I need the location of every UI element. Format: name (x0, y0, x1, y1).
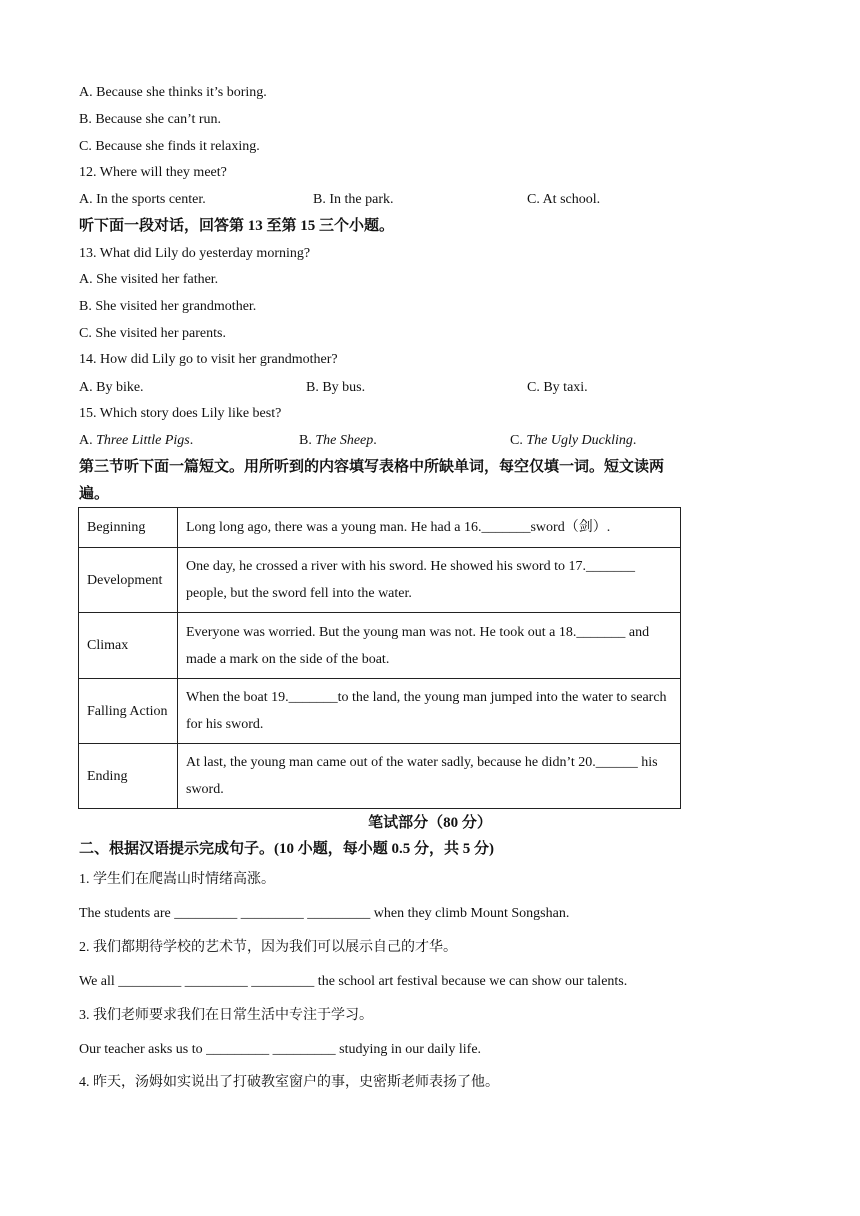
sentence-1-english: The students are _________ _________ _________ when they climb Mount Songshan. (79, 906, 570, 921)
q15-c-prefix: C. (510, 433, 527, 448)
table-row (79, 679, 681, 744)
q15-question: 15. Which story does Lily like best? (79, 406, 282, 421)
q11-option-b: B. Because she can’t run. (79, 112, 222, 127)
table-label-cell: Development (79, 548, 178, 613)
sentence-1-chinese: 1. 学生们在爬嵩山时情绪高涨。 (79, 872, 275, 887)
q11-option-c: C. Because she finds it relaxing. (79, 139, 260, 154)
sentence-4-chinese: 4. 昨天，汤姆如实说出了打破教室窗户的事，史密斯老师表扬了他。 (79, 1075, 499, 1090)
q15-option-a (79, 432, 193, 450)
table-label-cell: Ending (79, 744, 178, 809)
sentence-3-english: Our teacher asks us to _________ _________ studying in our daily life. (79, 1042, 482, 1057)
q13-option-c: C. She visited her parents. (79, 326, 226, 341)
q12-option-c: C. At school. (527, 192, 601, 207)
section3-instruction-line2: 遍。 (79, 486, 110, 502)
table-label-cell: Beginning (79, 508, 178, 548)
q12-option-b: B. In the park. (313, 192, 394, 207)
table-text-cell: One day, he crossed a river with his sword. He showed his sword to 17._______ people, but the sword fell into the water. (178, 548, 681, 613)
q15-c-suffix: . (632, 433, 637, 448)
q15-b-title: The Sheep (315, 433, 374, 448)
q12-option-a: A. In the sports center. (79, 192, 206, 207)
table-row (79, 508, 681, 548)
story-table (78, 507, 681, 809)
dialog-instruction: 听下面一段对话，回答第 13 至第 15 三个小题。 (79, 218, 395, 234)
table-text-cell: Long long ago, there was a young man. He had a 16._______sword（剑）. (178, 508, 681, 548)
table-text-cell: When the boat 19._______to the land, the young man jumped into the water to search for his sword. (178, 679, 681, 744)
written-part-title: 笔试部分（80 分） (368, 815, 492, 831)
q14-question: 14. How did Lily go to visit her grandmother? (79, 352, 338, 367)
q15-a-title: Three Little Pigs (96, 433, 190, 448)
table-label-cell: Climax (79, 613, 178, 679)
q14-option-b: B. By bus. (306, 380, 366, 395)
table-text-cell: Everyone was worried. But the young man was not. He took out a 18._______ and made a mark on the side of the boat. (178, 613, 681, 679)
table-label-cell: Falling Action (79, 679, 178, 744)
q15-a-suffix: . (189, 433, 194, 448)
q15-b-suffix: . (373, 433, 377, 448)
q13-option-b: B. She visited her grandmother. (79, 299, 257, 314)
q12-question: 12. Where will they meet? (79, 165, 227, 180)
part2-title: 二、根据汉语提示完成句子。(10 小题，每小题 0.5 分，共 5 分) (79, 841, 494, 857)
table-row (79, 613, 681, 679)
q13-option-a: A. She visited her father. (79, 272, 219, 287)
q14-option-c: C. By taxi. (527, 380, 588, 395)
table-row (79, 744, 681, 809)
q13-question: 13. What did Lily do yesterday morning? (79, 246, 311, 261)
q15-c-title: The Ugly Duckling (526, 433, 633, 448)
sentence-3-chinese: 3. 我们老师要求我们在日常生活中专注于学习。 (79, 1008, 373, 1023)
sentence-2-chinese: 2. 我们都期待学校的艺术节，因为我们可以展示自己的才华。 (79, 940, 457, 955)
q15-a-prefix: A. (79, 433, 97, 448)
q14-option-a: A. By bike. (79, 380, 144, 395)
q15-b-prefix: B. (299, 433, 316, 448)
section3-instruction-line1: 第三节听下面一篇短文。用所听到的内容填写表格中所缺单词，每空仅填一词。短文读两 (79, 459, 665, 475)
table-row (79, 548, 681, 613)
table-text-cell: At last, the young man came out of the water sadly, because he didn’t 20.______ his sword. (178, 744, 681, 809)
q15-option-c (510, 432, 636, 450)
q15-option-b (299, 432, 377, 450)
q11-option-a: A. Because she thinks it’s boring. (79, 85, 267, 100)
sentence-2-english: We all _________ _________ _________ the school art festival because we can show our talents. (79, 974, 628, 989)
